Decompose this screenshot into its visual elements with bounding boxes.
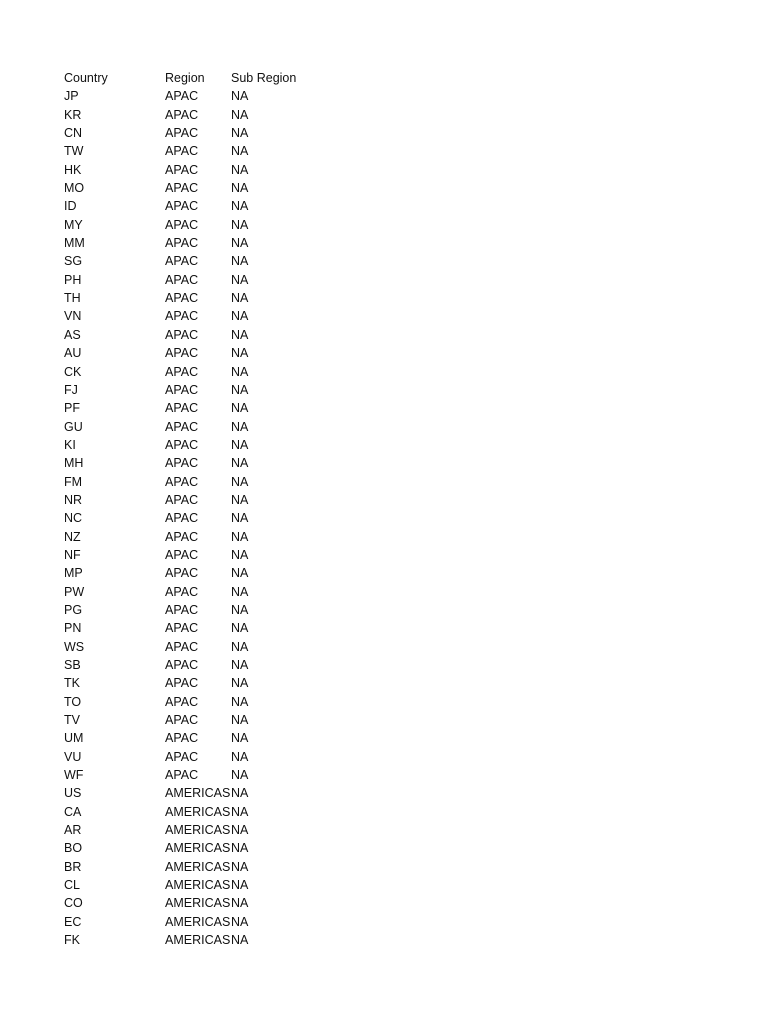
cell-country: TO: [64, 694, 82, 709]
table-row: [64, 326, 331, 344]
cell-region: APAC: [165, 419, 199, 434]
cell-sub-region: NA: [231, 162, 249, 177]
cell-country: MP: [64, 566, 83, 581]
cell-sub-region: NA: [231, 749, 249, 764]
cell-region: AMERICAS: [165, 823, 231, 838]
header-sub-region: Sub Region: [231, 71, 297, 85]
table-row: [64, 509, 331, 527]
cell-country: VN: [64, 309, 82, 324]
cell-region: APAC: [165, 126, 199, 141]
cell-country: NR: [64, 492, 83, 507]
table-row: [64, 252, 331, 270]
table-row: [64, 784, 331, 802]
cell-country: JP: [64, 89, 79, 104]
cell-country: CK: [64, 364, 82, 379]
cell-region: APAC: [165, 144, 199, 159]
cell-country: PH: [64, 272, 82, 287]
table-row: [64, 564, 331, 582]
table-row: [64, 913, 331, 931]
cell-sub-region: NA: [231, 236, 249, 251]
cell-sub-region: NA: [231, 566, 249, 581]
cell-country: GU: [64, 419, 83, 434]
cell-country: NZ: [64, 529, 81, 544]
cell-sub-region: NA: [231, 859, 249, 874]
cell-sub-region: NA: [231, 584, 249, 599]
table-row: [64, 142, 331, 160]
cell-region: APAC: [165, 364, 199, 379]
cell-country: MY: [64, 217, 83, 232]
cell-sub-region: NA: [231, 621, 249, 636]
cell-sub-region: NA: [231, 419, 249, 434]
cell-country: TH: [64, 291, 81, 306]
table-row: [64, 491, 331, 509]
cell-region: APAC: [165, 713, 199, 728]
cell-region: AMERICAS: [165, 878, 231, 893]
table-row: [64, 766, 331, 784]
cell-sub-region: NA: [231, 639, 249, 654]
table-row: [64, 271, 331, 289]
cell-region: APAC: [165, 658, 199, 672]
cell-country: ID: [64, 199, 77, 214]
cell-sub-region: NA: [231, 841, 249, 856]
cell-sub-region: NA: [231, 144, 249, 159]
cell-region: APAC: [165, 547, 199, 562]
table-row: [64, 399, 331, 417]
table-row: [64, 528, 331, 546]
cell-region: APAC: [165, 236, 199, 251]
cell-country: PF: [64, 401, 80, 416]
cell-country: SG: [64, 254, 83, 269]
cell-sub-region: NA: [231, 89, 249, 104]
cell-sub-region: NA: [231, 401, 249, 416]
table-row: [64, 454, 331, 472]
table-row: [64, 161, 331, 179]
cell-sub-region: NA: [231, 676, 249, 691]
cell-sub-region: NA: [231, 474, 249, 489]
cell-country: US: [64, 786, 82, 801]
cell-sub-region: NA: [231, 364, 249, 379]
cell-region: AMERICAS: [165, 914, 231, 929]
table-row: [64, 656, 331, 674]
cell-region: APAC: [165, 694, 199, 709]
cell-sub-region: NA: [231, 382, 249, 397]
cell-sub-region: NA: [231, 309, 249, 324]
table-row: [64, 197, 331, 215]
table-row: [64, 87, 331, 105]
cell-sub-region: NA: [231, 933, 249, 948]
cell-region: APAC: [165, 529, 199, 544]
cell-region: APAC: [165, 602, 199, 617]
cell-country: NC: [64, 511, 83, 526]
cell-country: AU: [64, 346, 82, 361]
cell-region: APAC: [165, 327, 199, 342]
cell-sub-region: NA: [231, 511, 249, 526]
cell-sub-region: NA: [231, 272, 249, 287]
cell-country: FJ: [64, 382, 78, 397]
cell-region: APAC: [165, 676, 199, 691]
cell-region: AMERICAS: [165, 804, 231, 819]
cell-region: APAC: [165, 107, 199, 122]
cell-country: MH: [64, 456, 84, 471]
cell-sub-region: NA: [231, 694, 249, 709]
cell-region: APAC: [165, 382, 199, 397]
cell-region: APAC: [165, 749, 199, 764]
cell-sub-region: NA: [231, 126, 249, 141]
cell-region: APAC: [165, 437, 199, 452]
cell-country: PG: [64, 602, 83, 617]
cell-country: TW: [64, 144, 84, 159]
table-row: [64, 638, 331, 656]
cell-region: APAC: [165, 162, 199, 177]
table-row: [64, 418, 331, 436]
table-row: [64, 234, 331, 252]
cell-country: MM: [64, 236, 85, 251]
cell-sub-region: NA: [231, 768, 249, 783]
cell-region: APAC: [165, 566, 199, 581]
table-row: [64, 583, 331, 601]
cell-sub-region: NA: [231, 327, 249, 342]
table-row: [64, 289, 331, 307]
cell-sub-region: NA: [231, 878, 249, 893]
table-row: [64, 894, 331, 912]
cell-region: AMERICAS: [165, 841, 231, 856]
table-row: [64, 381, 331, 399]
cell-country: PW: [64, 584, 85, 599]
table-row: [64, 619, 331, 637]
cell-region: APAC: [165, 474, 199, 489]
cell-sub-region: NA: [231, 456, 249, 471]
table-row: [64, 693, 331, 711]
cell-country: KR: [64, 107, 82, 122]
cell-region: APAC: [165, 309, 199, 324]
table-row: [64, 876, 331, 894]
cell-region: APAC: [165, 272, 199, 287]
header-region: Region: [165, 71, 205, 85]
table-row: [64, 711, 331, 729]
table-row: [64, 601, 331, 619]
cell-country: PN: [64, 621, 82, 636]
table-row: [64, 106, 331, 124]
cell-sub-region: NA: [231, 731, 249, 746]
cell-sub-region: NA: [231, 492, 249, 507]
table-row: [64, 124, 331, 142]
table-row: [64, 546, 331, 564]
table-row: [64, 344, 331, 362]
cell-sub-region: NA: [231, 291, 249, 306]
cell-sub-region: NA: [231, 896, 249, 911]
cell-country: EC: [64, 914, 82, 929]
cell-region: APAC: [165, 181, 199, 196]
table-row: [64, 216, 331, 234]
table-body: [64, 87, 331, 949]
cell-sub-region: NA: [231, 217, 249, 232]
cell-country: KI: [64, 437, 76, 452]
table-row: [64, 473, 331, 491]
cell-region: APAC: [165, 346, 199, 361]
table-row: [64, 931, 331, 949]
table-row: [64, 821, 331, 839]
cell-region: APAC: [165, 768, 199, 783]
cell-country: HK: [64, 162, 82, 177]
cell-country: AS: [64, 327, 81, 342]
table-row: [64, 858, 331, 876]
table-row: [64, 748, 331, 766]
cell-region: APAC: [165, 621, 199, 636]
cell-region: AMERICAS: [165, 859, 231, 874]
cell-region: APAC: [165, 217, 199, 232]
header-country: Country: [64, 71, 108, 85]
cell-country: TV: [64, 713, 80, 728]
country-region-table: [64, 69, 331, 950]
cell-country: CA: [64, 804, 82, 819]
cell-sub-region: NA: [231, 254, 249, 269]
header-row: [64, 69, 331, 87]
table-row: [64, 363, 331, 381]
cell-country: AR: [64, 823, 82, 838]
cell-region: APAC: [165, 401, 199, 416]
cell-country: WF: [64, 768, 84, 783]
cell-sub-region: NA: [231, 914, 249, 929]
cell-country: BR: [64, 859, 82, 874]
table-row: [64, 436, 331, 454]
table-row: [64, 729, 331, 747]
cell-region: APAC: [165, 199, 199, 214]
cell-region: APAC: [165, 492, 199, 507]
cell-region: AMERICAS: [165, 896, 231, 911]
cell-sub-region: NA: [231, 346, 249, 361]
table-row: [64, 179, 331, 197]
cell-country: WS: [64, 639, 85, 654]
cell-sub-region: NA: [231, 547, 249, 562]
cell-country: MO: [64, 181, 85, 196]
cell-sub-region: NA: [231, 823, 249, 838]
cell-country: SB: [64, 658, 81, 672]
cell-sub-region: NA: [231, 199, 249, 214]
cell-sub-region: NA: [231, 437, 249, 452]
cell-country: CN: [64, 126, 83, 141]
table-row: [64, 307, 331, 325]
cell-country: CL: [64, 878, 80, 893]
cell-sub-region: NA: [231, 181, 249, 196]
cell-region: APAC: [165, 731, 199, 746]
cell-country: NF: [64, 547, 81, 562]
cell-country: BO: [64, 841, 83, 856]
cell-sub-region: NA: [231, 529, 249, 544]
cell-region: APAC: [165, 291, 199, 306]
cell-country: UM: [64, 731, 84, 746]
cell-region: APAC: [165, 584, 199, 599]
cell-region: APAC: [165, 511, 199, 526]
table-row: [64, 839, 331, 857]
cell-country: FK: [64, 933, 80, 948]
table-row: [64, 674, 331, 692]
cell-region: AMERICAS: [165, 933, 231, 948]
cell-region: AMERICAS: [165, 786, 231, 801]
cell-country: CO: [64, 896, 83, 911]
cell-region: APAC: [165, 254, 199, 269]
cell-sub-region: NA: [231, 602, 249, 617]
cell-country: VU: [64, 749, 82, 764]
cell-sub-region: NA: [231, 786, 249, 801]
cell-sub-region: NA: [231, 107, 249, 122]
table-row: [64, 803, 331, 821]
cell-sub-region: NA: [231, 804, 249, 819]
cell-region: APAC: [165, 456, 199, 471]
cell-country: TK: [64, 676, 80, 691]
cell-region: APAC: [165, 89, 199, 104]
cell-sub-region: NA: [231, 713, 249, 728]
cell-region: APAC: [165, 639, 199, 654]
cell-sub-region: NA: [231, 658, 249, 672]
cell-country: FM: [64, 474, 83, 489]
